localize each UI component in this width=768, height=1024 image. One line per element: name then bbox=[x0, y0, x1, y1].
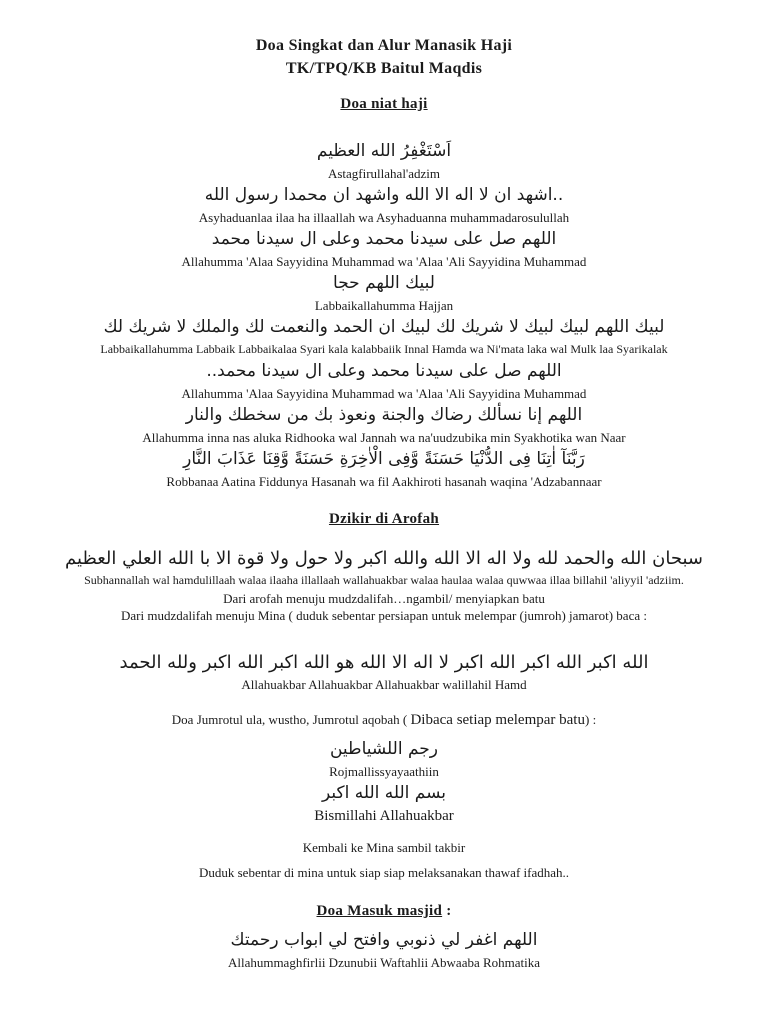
transliteration-text: Astagfirullahal'adzim bbox=[327, 166, 441, 181]
arabic-text: اللهم صل على سيدنا محمد وعلى ال سيدنا محمد.. bbox=[206, 361, 562, 381]
transliteration-text: Asyhaduanlaa ilaa ha illaallah wa Asyhaduanna muhammadarosulullah bbox=[198, 210, 570, 225]
instruction-note: Dari arofah menuju mudzdalifah…ngambil/ menyiapkan batu bbox=[223, 591, 545, 606]
prayer-block bbox=[0, 447, 768, 491]
arabic-text: الله اكبر الله اكبر الله اكبر لا اله الا الله هو الله اكبر الله اكبر ولله الحمد bbox=[119, 652, 649, 673]
prayer-block bbox=[0, 737, 768, 781]
arabic-text: اللهم إنا نسألك رضاك والجنة ونعوذ بك من سخطك والنار bbox=[185, 405, 583, 425]
prayer-block bbox=[0, 139, 768, 183]
section-heading-colon: : bbox=[442, 903, 452, 919]
prayer-block bbox=[0, 227, 768, 271]
arabic-text: بسم الله الله اكبر bbox=[321, 783, 447, 803]
section-heading-text: Doa niat haji bbox=[340, 96, 428, 112]
prayer-block bbox=[0, 650, 768, 694]
document-title: Doa Singkat dan Alur Manasik Haji bbox=[255, 37, 513, 54]
prayer-block bbox=[0, 928, 768, 972]
prayer-block bbox=[0, 271, 768, 315]
section-heading-text: Dzikir di Arofah bbox=[328, 511, 440, 527]
arabic-text: رَبَّنَآ اٰتِنَا فِى الدُّنْيَا حَسَنَةً وَّفِى الْاٰخِرَةِ حَسَنَةً وَّقِنَا عَذَابَ النَّارِ bbox=[183, 449, 585, 469]
transliteration-text: Allahumma inna nas aluka Ridhooka wal Jannah wa na'uudzubika min Syakhotika wan Naar bbox=[142, 430, 626, 445]
arabic-text: اَسْتَغْفِرُ الله العظيم bbox=[316, 141, 452, 161]
transliteration-text: Allahumma 'Alaa Sayyidina Muhammad wa 'Alaa 'Ali Sayyidina Muhammad bbox=[181, 386, 587, 401]
transliteration-text: Robbanaa Aatina Fiddunya Hasanah wa fil Aakhiroti hasanah waqina 'Adzabannaar bbox=[166, 474, 602, 489]
instruction-note: Dari mudzdalifah menuju Mina ( duduk sebentar persiapan untuk melempar (jumroh) jamarot) baca : bbox=[121, 608, 647, 623]
prayer-block bbox=[0, 315, 768, 359]
prayer-block bbox=[0, 781, 768, 827]
arabic-text: اللهم اغفر لي ذنوبي وافتح لي ابواب رحمتك bbox=[230, 930, 538, 950]
transliteration-text: Allahummaghfirlii Dzunubii Waftahlii Abwaaba Rohmatika bbox=[227, 955, 541, 970]
transliteration-text: Subhannallah wal hamdulillaah walaa ilaaha illallaah wallahuakbar walaa haulaa walaa quwwaa illaa billahil 'aliyyil 'adziim. bbox=[84, 573, 684, 587]
instruction-note: Kembali ke Mina sambil takbir bbox=[302, 840, 466, 855]
transliteration-text: Labbaikallahumma Hajjan bbox=[314, 298, 454, 313]
transliteration-text: Allahuakbar Allahuakbar Allahuakbar walillahil Hamd bbox=[241, 677, 527, 692]
transliteration-text: Labbaikallahumma Labbaik Labbaikalaa Syari kala kalabbaiik Innal Hamda wa Ni'mata laka wal Mulk laa Syarikalak bbox=[100, 342, 668, 356]
transliteration-text: Rojmallissyayaathiin bbox=[329, 764, 439, 779]
section-heading-text: Doa Masuk masjid bbox=[316, 903, 443, 919]
prayer-block bbox=[0, 183, 768, 227]
prayer-block bbox=[0, 546, 768, 590]
arabic-text: سبحان الله والحمد لله ولا اله الا الله والله اكبر ولا حول ولا قوة الا با الله العلي العظيم bbox=[65, 548, 703, 569]
arabic-text: رجم اللشياطين bbox=[329, 739, 439, 759]
prayer-block bbox=[0, 359, 768, 403]
section-heading-doa-masuk-masjid bbox=[0, 903, 768, 920]
jumrotul-emphasis: Dibaca setiap melempar batu bbox=[410, 712, 585, 728]
document-subtitle: TK/TPQ/KB Baitul Maqdis bbox=[285, 60, 483, 77]
jumrotul-prefix: Doa Jumrotul ula, wustho, Jumrotul aqobah ( bbox=[171, 712, 411, 727]
arabic-text: لبيك اللهم لبيك لبيك لا شريك لك لبيك ان الحمد والنعمت لك والملك لا شريك لك bbox=[103, 317, 665, 337]
arabic-text: ..اشهد ان لا اله الا الله واشهد ان محمدا رسول الله bbox=[204, 185, 564, 205]
arabic-text: اللهم صل على سيدنا محمد وعلى ال سيدنا محمد bbox=[211, 229, 557, 249]
section-heading-dzikir-di-arofah bbox=[0, 511, 768, 528]
jumrotul-suffix: ) : bbox=[584, 712, 597, 727]
section-heading-doa-niat-haji bbox=[0, 96, 768, 113]
transliteration-text: Bismillahi Allahuakbar bbox=[314, 808, 454, 824]
instruction-note: Duduk sebentar di mina untuk siap siap melaksanakan thawaf ifadhah.. bbox=[198, 865, 570, 880]
transliteration-text: Allahumma 'Alaa Sayyidina Muhammad wa 'Alaa 'Ali Sayyidina Muhammad bbox=[181, 254, 587, 269]
jumrotul-instruction-line bbox=[0, 712, 768, 729]
prayer-block bbox=[0, 403, 768, 447]
arabic-text: لبيك اللهم حجا bbox=[333, 273, 435, 293]
